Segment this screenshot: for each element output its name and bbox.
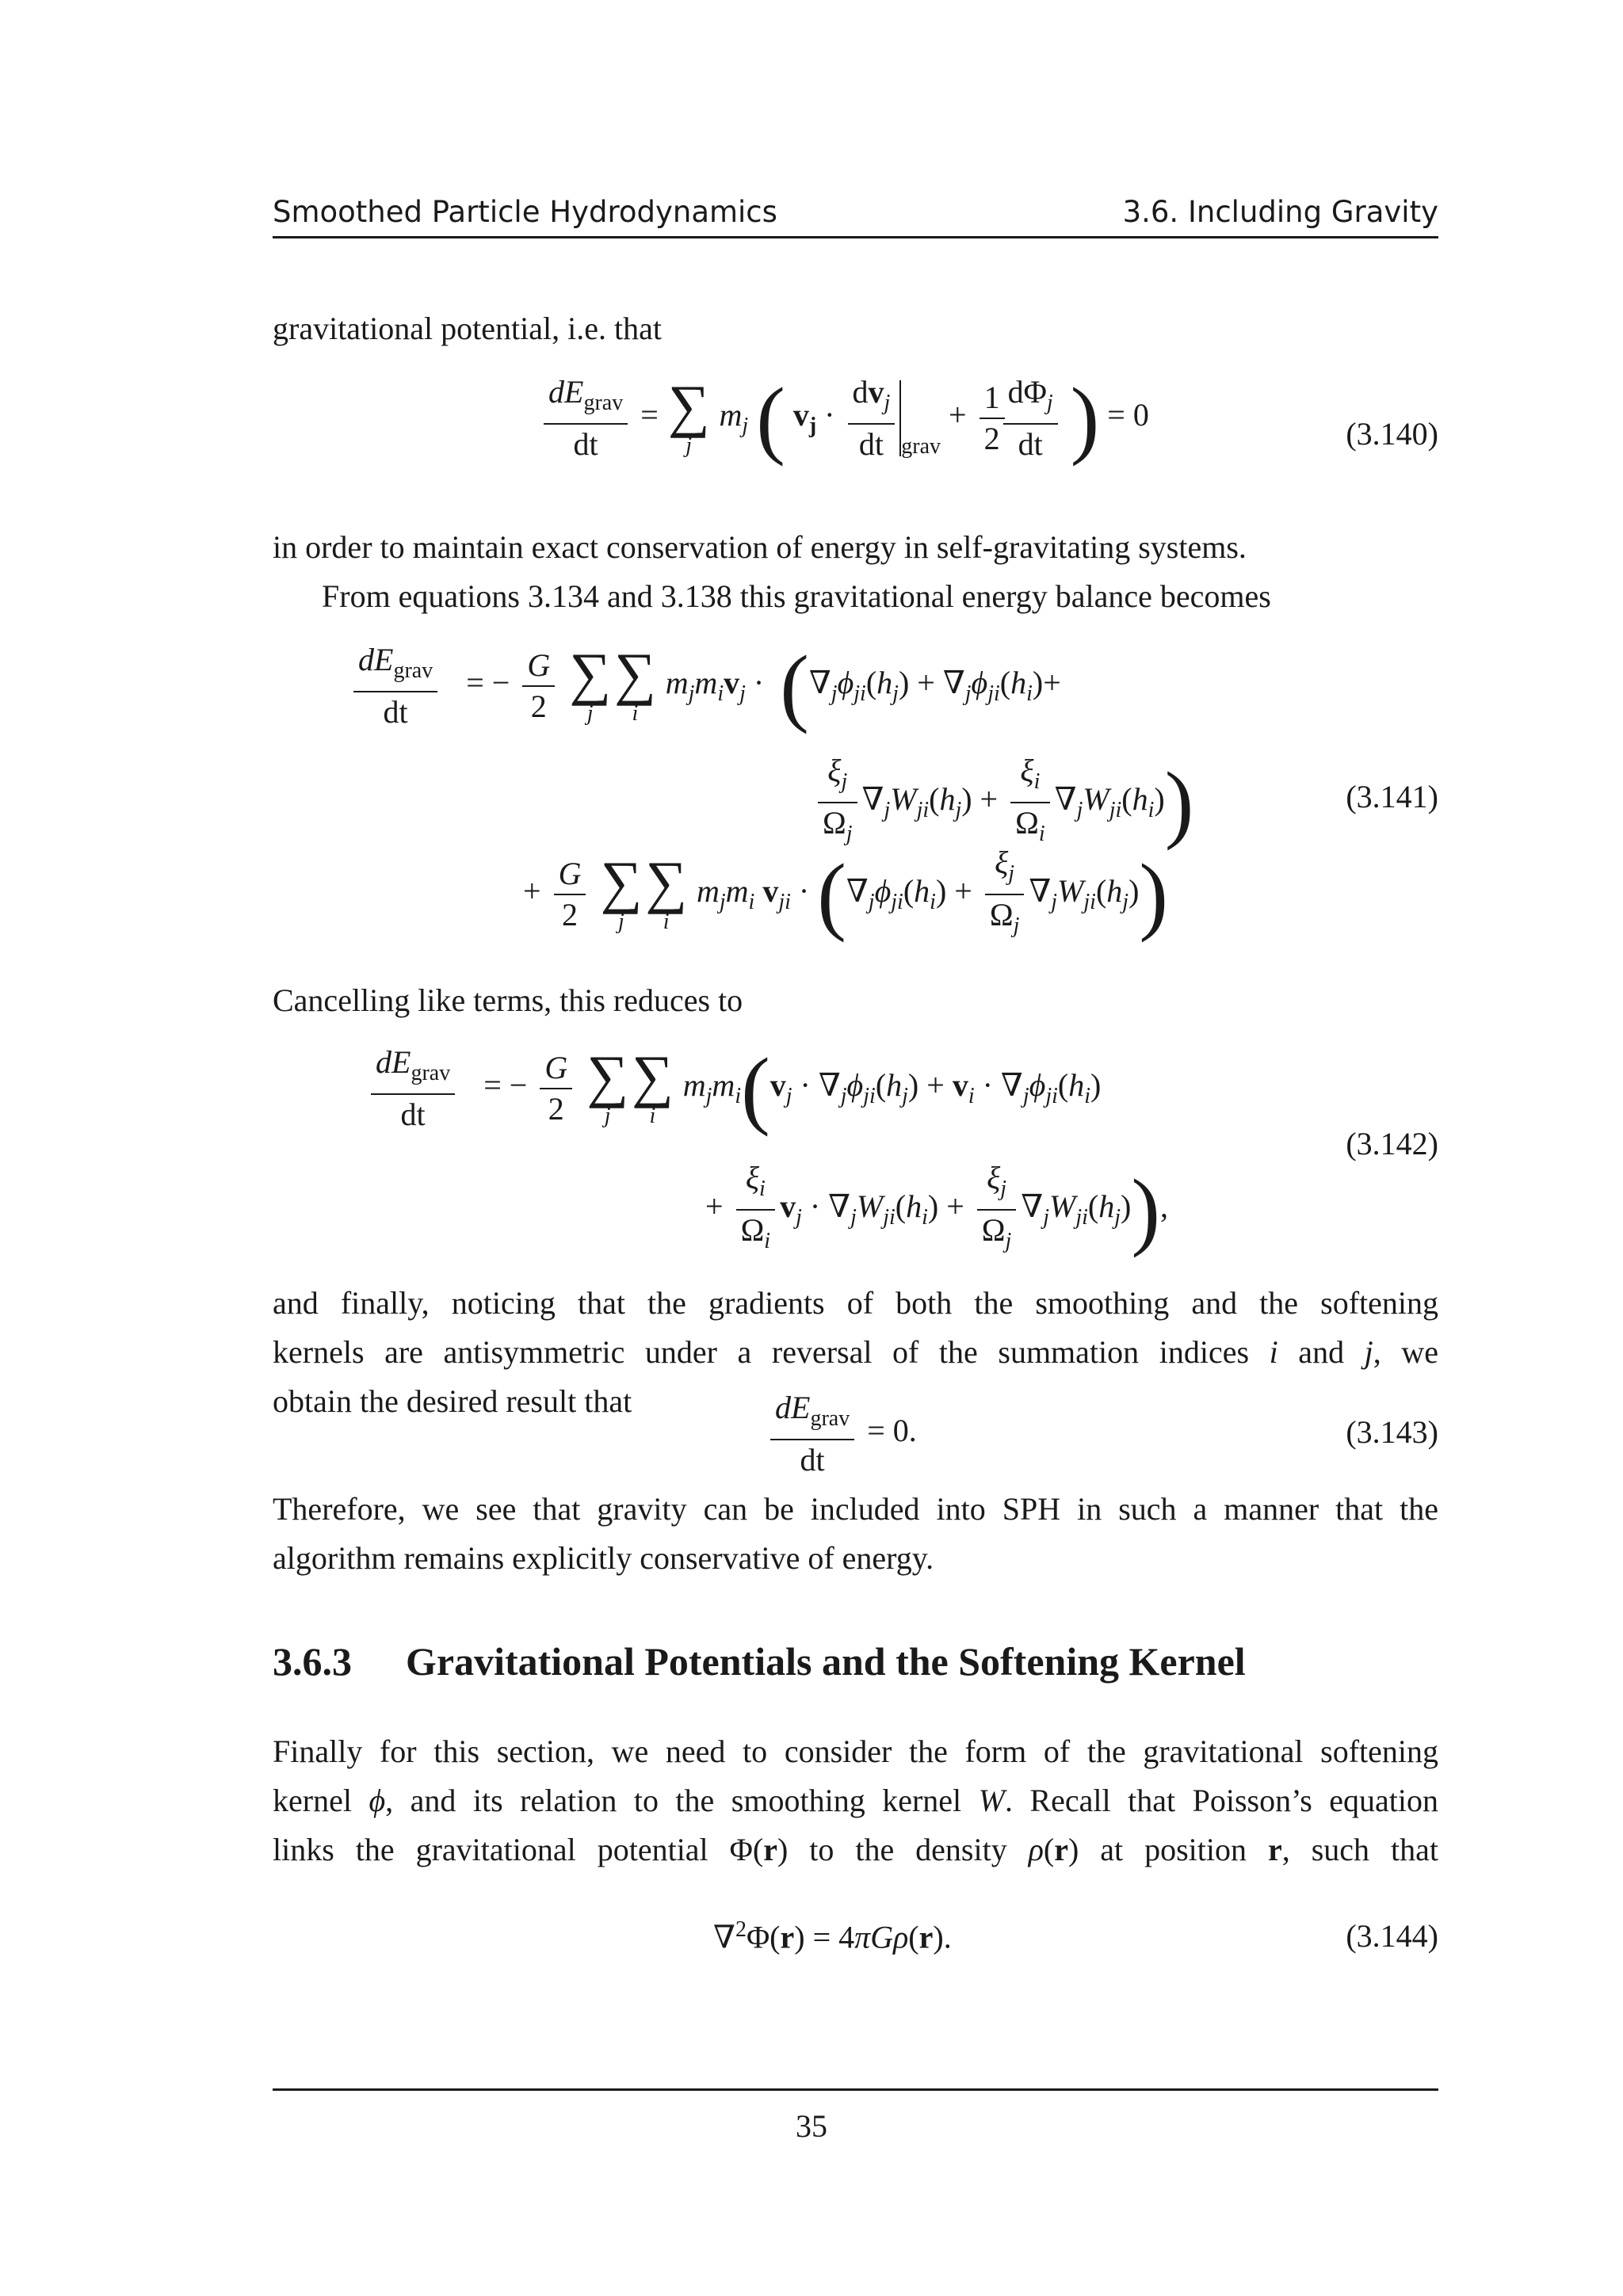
equation-3-141-line1: $\frac{dE_{grav}}{dt}$ = − $\frac{G}{2}$ ∑ j ∑ i $m_jm_iv_j \cdot (\nabla_j\phi_{ji}(h_j) + \nabla_j\phi_{ji}(h_i)+$ — [349, 640, 1061, 732]
page-number: 35 — [796, 2108, 827, 2144]
equation-3-142-line2: + $\frac{\xi_i}{\Omega_i}$ $v_j \cdot \nabla_jW_{ji}(h_i)$ + $\frac{\xi_j}{\Omega_j}$ $\nabla_jW_{ji}(h_j)$), — [705, 1160, 1168, 1258]
paragraph-intro: gravitational potential, i.e. that — [273, 311, 662, 346]
paragraph-cancelling: Cancelling like terms, this reduces to — [273, 982, 743, 1018]
equation-3-140: $\frac{dE_{grav}}{dt}$ = ∑ j $m_j$ ( $v_j$ · $\frac{dv_j}{dt}$ $_{grav}$ + $\frac{1}{2}$ $\frac{d\Phi_j}{dt}$ ) = 0 — [539, 372, 1149, 464]
eq3143-lhs-fraction: $\frac{dE_{grav}}{dt}$ — [770, 1388, 854, 1480]
equation-number-3-141: (3.141) — [1346, 779, 1438, 814]
paragraph-softening-kernel: Finally for this section, we need to consider the form of the gravitational softening kernel ϕ, and its relation to the smoothing kernel W. Recall that Poisson’s equation links the gravitational potential Φ(r) to the density ρ(r) at position r, such that — [273, 1733, 1438, 1867]
equation-number-3-143: (3.143) — [1346, 1414, 1438, 1450]
section-heading — [273, 1638, 1246, 1684]
paragraph-conservation: in order to maintain exact conservation of energy in self-gravitating systems. — [273, 529, 1247, 565]
paragraph-from-equations: From equations 3.134 and 3.138 this gravitational energy balance becomes — [322, 578, 1271, 614]
equation-3-141-line2: $\frac{\xi_j}{\Omega_j}$ $\nabla_jW_{ji}(h_j)$ + $\frac{\xi_i}{\Omega_i}$ $\nabla_jW_{ji}(h_i)$) — [813, 751, 1193, 854]
eq3140-half: $\frac{1}{2}$ — [980, 378, 1005, 459]
equation-3-141-line3: + $\frac{G}{2}$ ∑ j ∑ i $m_jm_i$ $v_{ji} \cdot (\nabla_j\phi_{ji}(h_i)$ + $\frac{\xi_j}{\Omega_j}$ $\nabla_jW_{ji}(h_j)$) — [523, 845, 1169, 943]
running-head-right: 3.6. Including Gravity — [1122, 195, 1438, 229]
equation-number-3-140: (3.140) — [1346, 416, 1438, 452]
equation-3-143: $\frac{dE_{grav}}{dt}$ = 0. — [766, 1388, 917, 1480]
eq3140-dvdt: $\frac{dv_j}{dt}$ — [848, 372, 896, 464]
footer-rule — [273, 2088, 1438, 2091]
eq3141-lhs-fraction: $\frac{dE_{grav}}{dt}$ — [353, 640, 437, 732]
running-head-left: Smoothed Particle Hydrodynamics — [273, 195, 777, 229]
eq3140-lhs-fraction: $\frac{dE_{grav}}{dt}$ — [544, 372, 628, 464]
paragraph-therefore: Therefore, we see that gravity can be included into SPH in such a manner that the algorithm remains explicitly conservative of energy. — [273, 1491, 1438, 1576]
paragraph-finally-noticing: and finally, noticing that the gradients of both the smoothing and the softening kernels are antisymmetric under a reversal of the summation indices i and j, we obtain the desired result that — [273, 1285, 1438, 1419]
eq3142-lhs-fraction: $\frac{dE_{grav}}{dt}$ — [371, 1043, 455, 1135]
equation-number-3-144: (3.144) — [1346, 1918, 1438, 1954]
equation-3-144: ∇$^2$Φ(r) = 4πGρ(r). — [713, 1917, 952, 1955]
section-number: 3.6.3 — [273, 1639, 352, 1684]
equation-number-3-142: (3.142) — [1346, 1126, 1438, 1161]
equation-3-142-line1: $\frac{dE_{grav}}{dt}$ = − $\frac{G}{2}$ ∑ j ∑ i $m_jm_i(v_j \cdot \nabla_j\phi_{ji}(h_j) + v_i \cdot \nabla_j\phi_{ji}(h_i)$ — [366, 1043, 1101, 1135]
section-title-text: Gravitational Potentials and the Softening Kernel — [406, 1639, 1246, 1684]
running-head — [273, 192, 1438, 238]
eq3140-sum: ∑ j — [667, 374, 710, 458]
eq3140-dphidt: $\frac{d\Phi_j}{dt}$ — [1003, 372, 1058, 464]
